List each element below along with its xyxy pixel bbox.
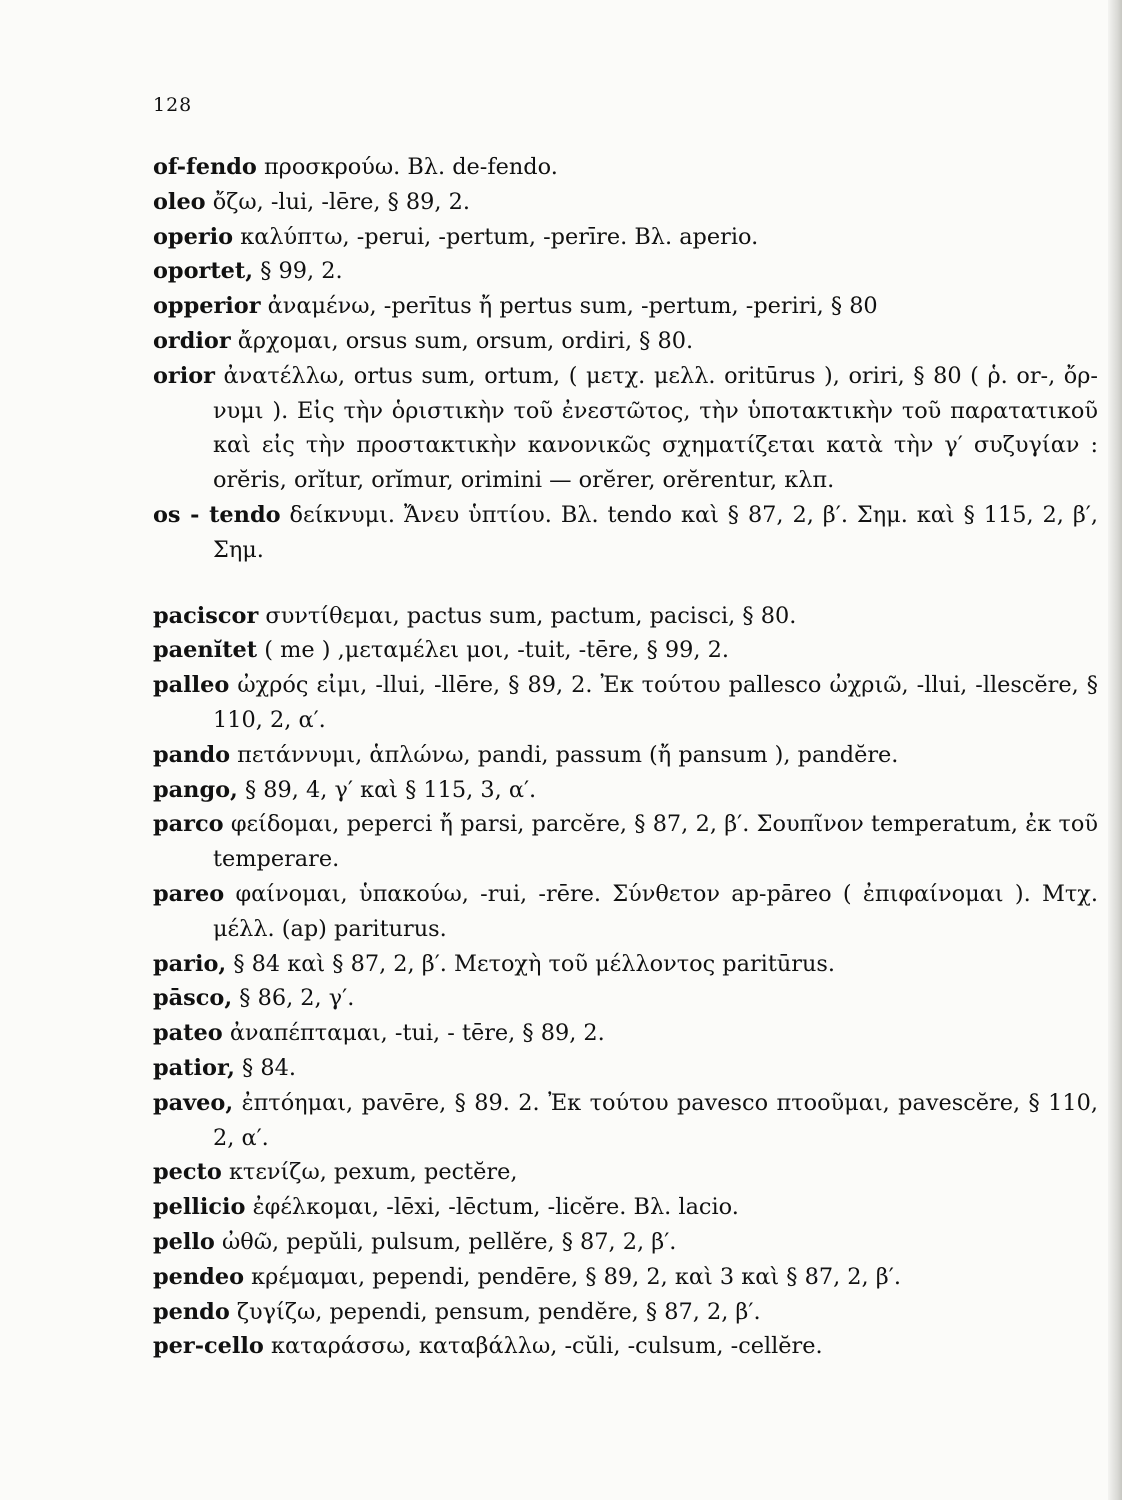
dictionary-entry — [153, 1016, 1098, 1051]
dictionary-entry — [153, 981, 1098, 1016]
dictionary-entry — [153, 877, 1098, 947]
dictionary-entry — [153, 498, 1098, 568]
dictionary-entry — [153, 1155, 1098, 1190]
entry-headword: of-fendo — [153, 154, 257, 180]
dictionary-entry — [153, 633, 1098, 668]
entry-definition: φείδομαι, peperci ἤ parsi, parcĕre, § 87, 2, β′. Σουπῖνον temperatum, ἐκ τοῦ temperare. — [213, 811, 1098, 873]
entry-definition: συντίθεμαι, pactus sum, pactum, pacisci, § 80. — [265, 602, 797, 629]
entry-definition: ὠθῶ, pepŭli, pulsum, pellĕre, § 87, 2, β′. — [221, 1228, 677, 1255]
entry-headword: ordior — [153, 327, 231, 354]
entry-headword: parco — [153, 811, 224, 838]
entry-headword: oleo — [153, 188, 206, 215]
entry-headword: oportet, — [153, 258, 254, 285]
entry-headword: pendo — [153, 1298, 230, 1325]
dictionary-entry — [153, 1260, 1098, 1295]
dictionary-entry — [153, 773, 1098, 808]
entry-headword: pareo — [153, 880, 225, 907]
entry-headword: pecto — [153, 1159, 222, 1186]
entry-definition: φαίνομαι, ὑπακούω, -rui, -rēre. Σύνθετον ap-pāreo ( ἐπιφαίνομαι ). Μτχ. μέλλ. (ap) pariturus. — [213, 880, 1098, 942]
entry-headword: os - tendo — [153, 501, 281, 528]
dictionary-entry — [153, 599, 1098, 634]
entry-definition: § 99, 2. — [260, 258, 343, 285]
entry-definition: § 86, 2, γ′. — [239, 985, 355, 1012]
entry-headword: pellicio — [153, 1194, 246, 1221]
dictionary-entry — [153, 254, 1098, 289]
dictionary-entry — [153, 150, 1098, 185]
dictionary-entry — [153, 289, 1098, 324]
entry-headword: pendeo — [153, 1263, 245, 1290]
entry-headword: operio — [153, 223, 234, 250]
entry-definition: ζυγίζω, pependi, pensum, pendĕre, § 87, 2, β′. — [236, 1298, 761, 1325]
dictionary-entry — [153, 1329, 1098, 1364]
entry-definition: ὄζω, -lui, -lēre, § 89, 2. — [212, 188, 470, 215]
entry-definition: ἀναπέπταμαι, -tui, - tēre, § 89, 2. — [229, 1020, 605, 1047]
dictionary-entries — [153, 150, 1098, 1364]
entry-headword: palleo — [153, 672, 230, 699]
dictionary-entry — [153, 359, 1098, 498]
entry-headword: pāsco, — [153, 985, 233, 1012]
dictionary-entry — [153, 738, 1098, 773]
entry-definition: ἄρχομαι, orsus sum, orsum, ordiri, § 80. — [237, 327, 694, 354]
entry-definition: ὠχρός εἰμι, -llui, -llēre, § 89, 2. Ἐκ τούτου pallesco ὠχριῶ, -llui, -llescĕre, § 110, 2, α′. — [213, 672, 1098, 733]
page-number: 128 — [153, 94, 193, 116]
dictionary-entry — [153, 1190, 1098, 1225]
entry-definition: § 84 καὶ § 87, 2, β′. Μετοχὴ τοῦ μέλλοντος paritūrus. — [233, 950, 835, 977]
entry-definition: ἀναμένω, -perītus ἤ pertus sum, -pertum, -periri, § 80 — [267, 293, 878, 320]
entry-headword: opperior — [153, 293, 261, 320]
dictionary-entry — [153, 668, 1098, 738]
entry-headword: pateo — [153, 1020, 223, 1047]
entry-definition: ἐπτόημαι, pavēre, § 89. 2. Ἐκ τούτου pavesco πτοοῦμαι, pavescĕre, § 110, 2, α′. — [213, 1089, 1098, 1151]
entry-definition: ( me ) ,μεταμέλει μοι, -tuit, -tēre, § 99, 2. — [264, 637, 730, 664]
entry-headword: pando — [153, 741, 231, 768]
entry-headword: patior, — [153, 1054, 235, 1081]
dictionary-entry — [153, 807, 1098, 877]
entry-definition: καταράσσω, καταβάλλω, -cŭli, -culsum, -cellĕre. — [270, 1333, 823, 1360]
entry-headword: paveo, — [153, 1089, 234, 1116]
entry-headword: orior — [153, 362, 215, 389]
dictionary-entry — [153, 1051, 1098, 1086]
entry-definition: καλύπτω, -perui, -pertum, -perīre. Βλ. aperio. — [240, 223, 759, 250]
dictionary-entry — [153, 324, 1098, 359]
entry-definition: § 84. — [242, 1054, 296, 1081]
entry-headword: pario, — [153, 950, 227, 977]
entry-headword: pello — [153, 1228, 215, 1255]
entry-definition: ἀνατέλλω, ortus sum, ortum, ( μετχ. μελλ. oritūrus ), oriri, § 80 ( ῥ. or-, ὄρ-νυμι ). Εἰς τὴν ὁριστικὴν τοῦ ἐνεστῶτος, τὴν ὑποτακτικὴν τοῦ παρατατικοῦ καὶ εἰς τὴν προστακτικὴν κανονικῶς σχηματίζεται κατὰ τὴν γ′ συζυγίαν : orĕris, orĭtur, orĭmur, orimini — orĕrer, orĕrentur, κλπ. — [213, 362, 1098, 494]
dictionary-entry — [153, 1225, 1098, 1260]
entry-definition: κτενίζω, pexum, pectĕre, — [228, 1159, 518, 1186]
entry-definition: πετάννυμι, ἁπλώνω, pandi, passum (ἤ pansum ), pandĕre. — [237, 741, 899, 768]
entry-headword: pango, — [153, 776, 238, 803]
entry-definition: προσκρούω. Βλ. de-fendo. — [263, 154, 558, 180]
dictionary-entry — [153, 1295, 1098, 1330]
dictionary-entry — [153, 220, 1098, 255]
page-edge-shadow — [1108, 0, 1122, 1500]
entry-headword: per-cello — [153, 1333, 264, 1360]
dictionary-entry — [153, 947, 1098, 982]
dictionary-entry — [153, 1086, 1098, 1156]
entry-definition: § 89, 4, γ′ καὶ § 115, 3, α′. — [244, 776, 537, 803]
entry-definition: κρέμαμαι, pependi, pendēre, § 89, 2, καὶ 3 καὶ § 87, 2, β′. — [251, 1263, 901, 1290]
entry-headword: paenĭtet — [153, 637, 258, 664]
entry-definition: ἐφέλκομαι, -lēxi, -lēctum, -licĕre. Βλ. lacio. — [252, 1194, 739, 1221]
dictionary-entry — [153, 185, 1098, 220]
entry-definition: δείκνυμι. Ἄνευ ὑπτίου. Βλ. tendo καὶ § 87, 2, β′. Σημ. καὶ § 115, 2, β′, Σημ. — [213, 501, 1098, 563]
entry-headword: paciscor — [153, 602, 259, 629]
